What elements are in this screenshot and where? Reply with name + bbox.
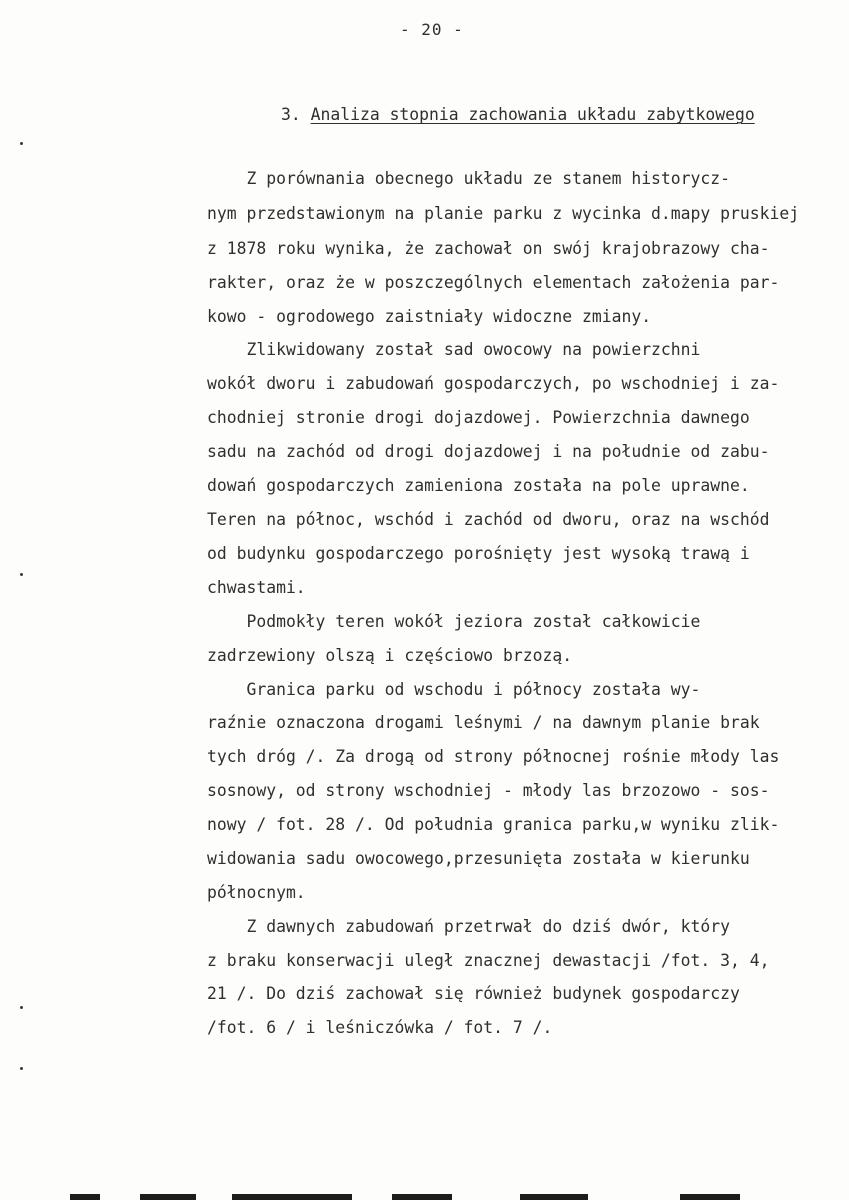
margin-dot	[20, 1006, 23, 1009]
section-number: 3.	[281, 105, 301, 124]
text-line: rakter, oraz że w poszczególnych elementach założenia par-	[207, 273, 780, 292]
text-line: tych dróg /. Za drogą od strony północnej rośnie młody las	[207, 747, 780, 766]
text-line: Z porównania obecnego układu ze stanem historycz-	[207, 169, 731, 188]
text-line: nowy / fot. 28 /. Od południa granica parku,w wyniku zlik-	[207, 815, 780, 834]
section-title: Analiza stopnia zachowania układu zabytkowego	[310, 105, 755, 124]
section-heading	[281, 105, 755, 124]
text-line: Z dawnych zabudowań przetrwał do dziś dwór, który	[207, 917, 731, 936]
text-line: Teren na północ, wschód i zachód od dworu, oraz na wschód	[207, 510, 770, 529]
text-line: z braku konserwacji uległ znacznej dewastacji /fot. 3, 4,	[207, 951, 770, 970]
text-line: kowo - ogrodowego zaistniały widoczne zmiany.	[207, 307, 652, 326]
margin-dot	[20, 142, 23, 145]
text-line: sosnowy, od strony wschodniej - młody las brzozowo - sos-	[207, 781, 770, 800]
text-line: Podmokły teren wokół jeziora został całkowicie	[207, 612, 701, 631]
text-line: chodniej stronie drogi dojazdowej. Powierzchnia dawnego	[207, 408, 750, 427]
text-line: chwastami.	[207, 578, 306, 597]
text-line: sadu na zachód od drogi dojazdowej i na południe od zabu-	[207, 442, 770, 461]
text-line: 21 /. Do dziś zachował się również budynek gospodarczy	[207, 984, 740, 1003]
scan-edge	[0, 1190, 849, 1200]
margin-dot	[20, 1067, 23, 1070]
text-line: /fot. 6 / i leśniczówka / fot. 7 /.	[207, 1018, 553, 1037]
margin-dot	[20, 573, 23, 576]
text-line: północnym.	[207, 883, 306, 902]
page-number: - 20 -	[400, 20, 464, 39]
text-line: Granica parku od wschodu i północy została wy-	[207, 680, 701, 699]
text-line: Zlikwidowany został sad owocowy na powierzchni	[207, 340, 701, 359]
text-line: od budynku gospodarczego porośnięty jest wysoką trawą i	[207, 544, 750, 563]
text-line: nym przedstawionym na planie parku z wycinka d.mapy pruskiej	[207, 204, 800, 223]
text-line: z 1878 roku wynika, że zachował on swój krajobrazowy cha-	[207, 239, 770, 258]
text-line: widowania sadu owocowego,przesunięta została w kierunku	[207, 849, 750, 868]
text-line: dowań gospodarczych zamieniona została na pole uprawne.	[207, 476, 750, 495]
text-line: zadrzewiony olszą i częściowo brzozą.	[207, 646, 573, 665]
text-line: wokół dworu i zabudowań gospodarczych, po wschodniej i za-	[207, 374, 780, 393]
text-line: raźnie oznaczona drogami leśnymi / na dawnym planie brak	[207, 713, 760, 732]
